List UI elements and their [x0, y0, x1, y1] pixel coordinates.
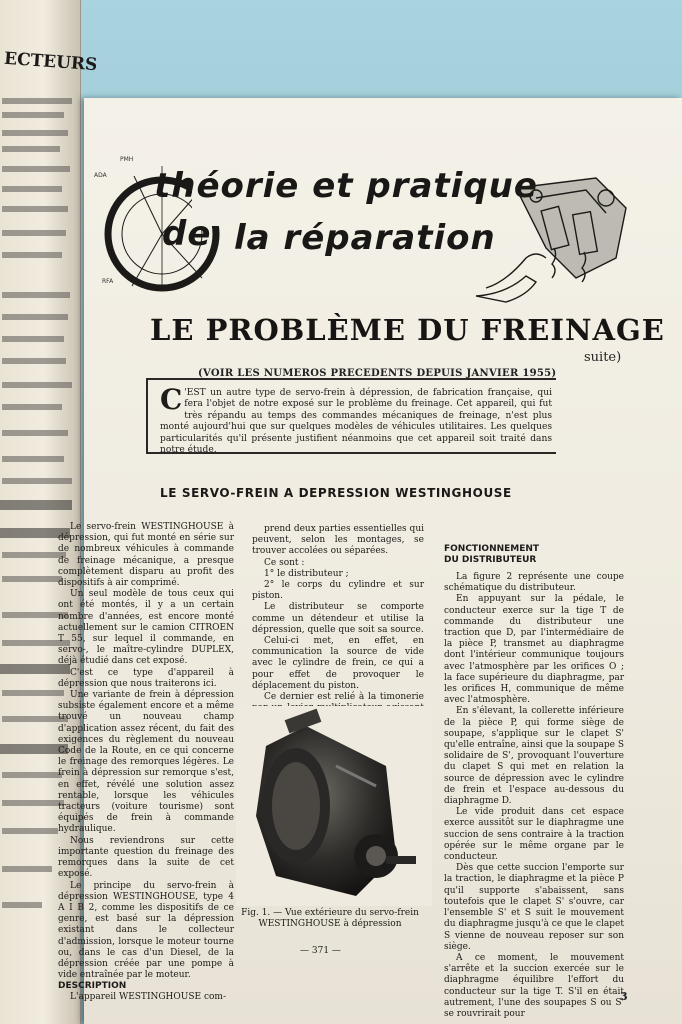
left-page-text-line — [2, 772, 62, 778]
left-page-text-line — [2, 690, 64, 696]
engine-valve-drawing-icon — [476, 168, 636, 308]
figure-caption-line1: Fig. 1. — Vue extérieure du servo-frein — [241, 908, 419, 918]
left-page-text-line — [2, 576, 62, 582]
left-page-text-line — [2, 866, 52, 872]
paragraph: 2° le corps du cylindre et sur piston. — [252, 580, 424, 602]
figure-caption — [230, 908, 430, 930]
paragraph: Le vide produit dans cet espace exerce aussitôt sur le diaphragme une succion de sens contraire à la traction opérée sur le même organe par le conducteur. — [444, 807, 624, 863]
column-3 — [444, 544, 624, 1020]
article-subtitle: (VOIR LES NUMEROS PRECEDENTS DEPUIS JANVIER 1955) — [198, 368, 557, 379]
diagram-label: PMH — [120, 156, 134, 163]
section-title: LE SERVO-FREIN A DEPRESSION WESTINGHOUSE — [160, 486, 512, 500]
left-page-text-line — [2, 112, 64, 118]
column-heading: FONCTIONNEMENT — [444, 544, 540, 554]
column-1 — [58, 522, 234, 1004]
left-page-text-line — [2, 902, 42, 908]
paragraph: C'est ce type d'appareil à dépression que nous traiterons ici. — [58, 667, 234, 689]
left-page-text-line — [2, 358, 66, 364]
article-suite: suite) — [584, 350, 622, 365]
left-page-heading: ECTEURS — [3, 48, 98, 76]
magazine-page — [58, 98, 682, 1024]
intro-paragraph — [160, 383, 552, 456]
intro-text: 'EST un autre type de servo-frein à dépression, de fabrication française, qui fera l'objet de notre exposé sur le problème du freinage. Cet appareil, qui fut très répandu au temps des commandes mécaniques de freinage, n'est plus monté aujourd'hui que sur quelques modèles de véhicules utilitaires. Les quelques particularités qu'il présente justifient néanmoins que cet appareil soit traité dans notre étude. — [160, 388, 552, 456]
diagram-label: RFA — [102, 278, 114, 285]
intro-dropcap: C — [160, 383, 183, 416]
left-page-text-line — [2, 166, 70, 172]
paragraph: Le servo-frein WESTINGHOUSE à dépression, qui fut monté en série sur de nombreux véhicules à commande de freinage mécanique, a presque complètement disparu au profit des dispositifs à air comprimé. — [58, 522, 234, 589]
left-page-text-line — [2, 382, 72, 388]
left-page-text-line — [2, 800, 64, 806]
paragraph: Nous reviendrons sur cette importante question du freinage des remorques dans la suite de cet exposé. — [58, 835, 234, 880]
paragraph: Ce sont : — [264, 557, 305, 568]
paragraph: Dès que cette succion l'emporte sur la traction, le diaphragme et la pièce P qu'il supporte s'abaissent, sans toutefois que le clapet S' s'ouvre, car l'ensemble S' et S suit le mouvement du diaphragme jusqu'à ce que le clapet S vienne de nouveau reposer sur son siège. — [444, 863, 624, 952]
paragraph: En appuyant sur la pédale, le conducteur exerce sur la tige T de commande du distributeur une traction que D, par l'intermédiaire de la pièce P, transmet au diaphragme dont l'intérieur communique toujours avec l'atmosphère par les orifices O ; la face supérieure du diaphragme, par les orifices H, communique de même avec l'atmosphère. — [444, 594, 624, 706]
paragraph: L'appareil WESTINGHOUSE com- — [70, 992, 227, 1003]
paragraph: 1° le distributeur ; — [264, 568, 349, 579]
article-title: LE PROBLÈME DU FREINAGE — [150, 313, 665, 347]
paragraph: prend deux parties essentielles qui peuvent, selon les montages, se trouver accolées ou séparées. — [252, 524, 424, 557]
left-page-text-line — [2, 186, 62, 192]
header-title-line2: la réparation — [234, 218, 496, 258]
left-page-text-line — [2, 206, 68, 212]
paragraph: Ce dernier est relié à la timonerie — [264, 692, 424, 703]
left-page-text-line — [2, 314, 68, 320]
servo-brake-photo — [236, 706, 432, 906]
paragraph: Le distributeur se comporte comme un détendeur et utilise la dépression, quelle que soit sa source. — [252, 602, 424, 635]
paragraph: En s'élevant, la collerette inférieure de la pièce P, qui forme siège de soupape, s'applique sur le clapet S' qu'elle entraîne, ainsi que la soupape S solidaire de S', provoquant l'ouverture du clapet S qui met en relation la source de dépression avec le cylindre de frein et l'espace au-dessous du diaphragme D. — [444, 706, 624, 807]
left-page-text-line — [2, 252, 62, 258]
header-title-line1: théorie et pratique — [154, 166, 538, 206]
header-title-de: de — [162, 214, 212, 254]
left-page-text-line — [0, 500, 72, 510]
diagram-label: ADA — [94, 172, 107, 179]
intro-box — [146, 378, 556, 454]
left-page-text-line — [2, 146, 60, 152]
paragraph: Une variante de frein à dépression subsiste également encore et a même trouvé un nouveau champ d'application assez récent, du fait des exigences du règlement du nouveau Code de la Route, en ce qui concerne le freinage des remorques légères. Le frein à dépression sur remorque s'est, en effet, révélé une solution assez rentable, lorsque les véhicules tracteurs (voiture tourisme) sont équipés de frein à commande hydraulique. — [58, 690, 234, 835]
left-page-text-line — [2, 478, 72, 484]
page-number: — 371 — — [300, 946, 341, 956]
paragraph: Un seul modèle de tous ceux qui ont été montés, il y a un certain nombre d'années, est encore monté actuellement sur le camion CITROEN T 55, sur lequel il commande, en servo-, le maître-cylindre DUPLEX, déjà étudié dans cet exposé. — [58, 589, 234, 667]
left-page-text-line — [2, 130, 68, 136]
left-page-text-line — [2, 336, 64, 342]
column-heading: DESCRIPTION — [58, 981, 127, 992]
column-heading: DU DISTRIBUTEUR — [444, 555, 537, 565]
left-page-text-line — [2, 404, 62, 410]
figure-caption-line2: WESTINGHOUSE à dépression — [258, 919, 402, 929]
corner-mark: 3 — [620, 990, 628, 1003]
left-page-text-line — [2, 552, 66, 558]
left-page-text-line — [2, 292, 70, 298]
left-page-text-line — [2, 98, 72, 104]
paragraph: La figure 2 représente une coupe schématique du distributeur. — [444, 572, 624, 594]
paragraph: Celui-ci met, en effet, en communication la source de vide avec le cylindre de frein, ce qui a pour effet de provoquer le déplacement du piston. — [252, 636, 424, 691]
left-page-text-line — [2, 430, 68, 436]
left-page-text-line — [2, 456, 64, 462]
left-page-text-line — [2, 828, 58, 834]
paragraph: Le principe du servo-frein à dépression WESTINGHOUSE, type 4 A I B 2, comme les dispositifs de ce genre, est basé sur la dépression existant dans le collecteur d'admission, lorsque le moteur tourne ou, dans le cas d'un Diesel, de la dépression créée par une pompe à vide entraînée par le moteur. — [58, 880, 234, 981]
left-page-text-line — [2, 230, 66, 236]
paragraph: A ce moment, le mouvement s'arrête et la succion exercée sur le diaphragme équilibre l'effort du conducteur sur la tige T. S'il en était autrement, l'une des soupapes S ou S' se rouvrirait pour — [444, 952, 624, 1019]
